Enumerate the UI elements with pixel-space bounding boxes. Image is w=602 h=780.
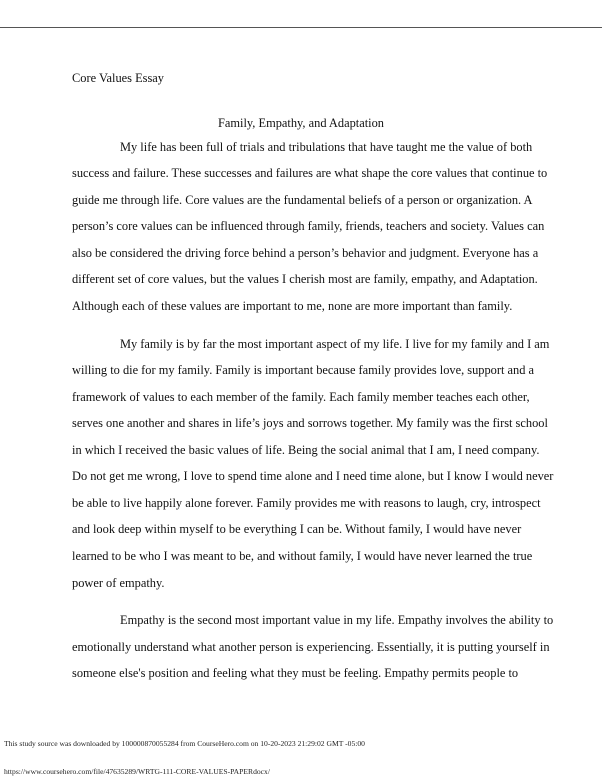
body-line: My family is by far the most important aspect of my life. I live for my family and I am [120, 337, 550, 351]
document-label: Core Values Essay [72, 71, 164, 85]
body-line: framework of values to each member of the family. Each family member teaches each other, [72, 390, 530, 404]
body-line: serves one another and shares in life’s joys and sorrows together. My family was the first school [72, 416, 548, 430]
body-line: guide me through life. Core values are the fundamental beliefs of a person or organization. A [72, 193, 533, 207]
body-line: My life has been full of trials and tribulations that have taught me the value of both [120, 140, 533, 154]
body-line: also be considered the driving force behind a person’s behavior and judgment. Everyone has a [72, 246, 539, 260]
body-line: power of empathy. [72, 576, 165, 590]
body-line: emotionally understand what another person is experiencing. Essentially, it is putting yourself in [72, 640, 550, 654]
body-line: willing to die for my family. Family is important because family provides love, support and a [72, 363, 535, 377]
body-line: different set of core values, but the values I cherish most are family, empathy, and Adaptation. [72, 272, 538, 286]
body-line: success and failure. These successes and failures are what shape the core values that continue to [72, 166, 548, 180]
body-line: and look deep within myself to be everything I can be. Without family, I would have never [72, 522, 522, 536]
download-notice: This study source was downloaded by 100000870055284 from CourseHero.com on 10-20-2023 21:29:02 GMT -05:00 [4, 739, 365, 748]
body-line: in which I received the basic values of life. Being the social animal that I am, I need company. [72, 443, 540, 457]
body-line: learned to be who I was meant to be, and without family, I would have never learned the true [72, 549, 533, 563]
body-line: Empathy is the second most important value in my life. Empathy involves the ability to [120, 613, 554, 627]
body-line: Do not get me wrong, I love to spend time alone and I need time alone, but I know I would never [72, 469, 554, 483]
body-line: be able to live happily alone forever. Family provides me with reasons to laugh, cry, introspect [72, 496, 541, 510]
body-line: someone else's position and feeling what they must be feeling. Empathy permits people to [72, 666, 519, 680]
top-divider [0, 27, 602, 28]
body-line: Although each of these values are important to me, none are more important than family. [72, 299, 513, 313]
body-line: person’s core values can be influenced through family, friends, teachers and society. Values can [72, 219, 545, 233]
essay-title: Family, Empathy, and Adaptation [218, 116, 384, 130]
source-url: https://www.coursehero.com/file/47635289/WRTG-111-CORE-VALUES-PAPERdocx/ [4, 767, 270, 776]
